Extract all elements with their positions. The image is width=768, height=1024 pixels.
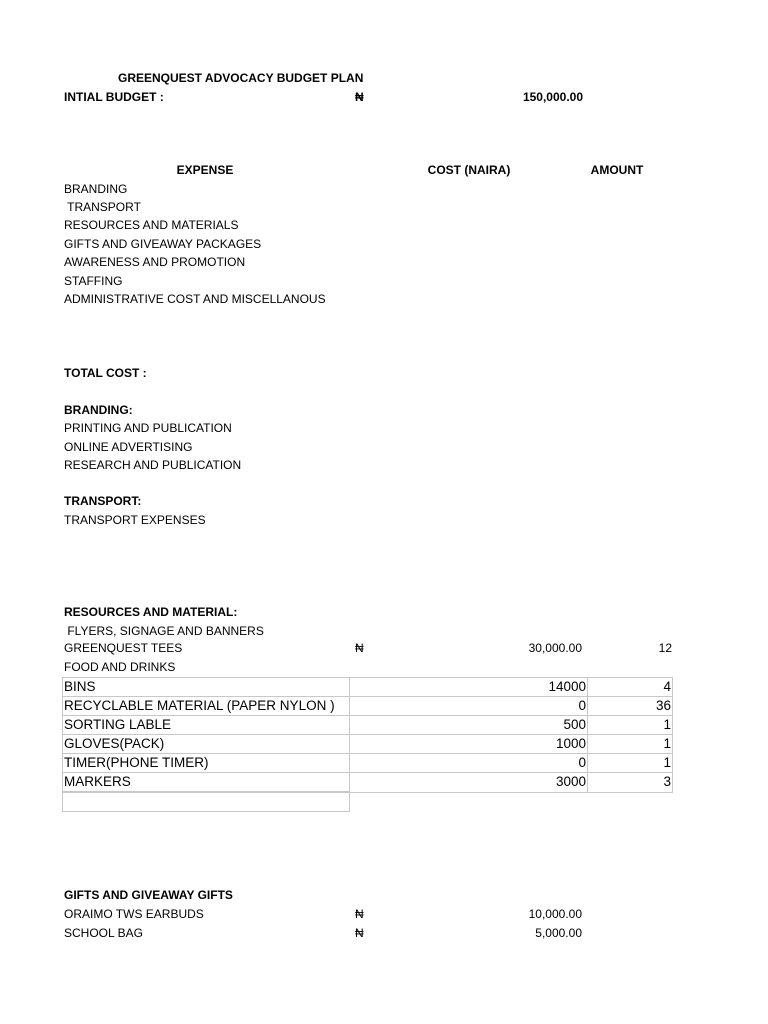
table-cell-cost[interactable]: 0 xyxy=(350,754,588,773)
transport-item: TRANSPORT EXPENSES xyxy=(64,513,206,527)
table-cell-amount[interactable]: 3 xyxy=(588,773,673,793)
initial-budget-currency: ₦ xyxy=(355,90,364,104)
branding-item: RESEARCH AND PUBLICATION xyxy=(64,458,242,472)
amount-column-header: AMOUNT xyxy=(590,163,644,177)
resources-table xyxy=(62,677,673,812)
table-cell-amount[interactable]: 36 xyxy=(588,697,673,716)
table-cell-amount[interactable]: 1 xyxy=(588,754,673,773)
table-row xyxy=(63,754,673,773)
table-cell-item[interactable]: GLOVES(PACK) xyxy=(63,735,350,754)
tees-amount: 12 xyxy=(658,641,672,655)
table-cell-amount[interactable]: 1 xyxy=(588,735,673,754)
table-cell-blank xyxy=(350,792,588,812)
tees-currency: ₦ xyxy=(355,641,364,655)
expense-item-admin: ADMINISTRATIVE COST AND MISCELLANOUS xyxy=(64,292,326,306)
table-cell-cost[interactable]: 3000 xyxy=(350,773,588,793)
gift-item-cost: 5,000.00 xyxy=(535,926,582,940)
expense-item-branding: BRANDING xyxy=(64,182,128,196)
table-cell-cost[interactable]: 500 xyxy=(350,716,588,735)
table-row xyxy=(63,697,673,716)
table-row xyxy=(63,716,673,735)
resources-heading: RESOURCES AND MATERIAL: xyxy=(64,605,238,619)
gift-item-currency: ₦ xyxy=(355,907,364,921)
table-cell-cost[interactable]: 1000 xyxy=(350,735,588,754)
resources-item-flyers: FLYERS, SIGNAGE AND BANNERS xyxy=(64,624,264,638)
table-cell-cost[interactable]: 14000 xyxy=(350,678,588,697)
table-cell-item[interactable]: RECYCLABLE MATERIAL (PAPER NYLON ) xyxy=(63,697,350,716)
table-row-empty xyxy=(63,792,673,812)
tees-cost: 30,000.00 xyxy=(528,641,582,655)
table-row xyxy=(63,773,673,793)
branding-item: PRINTING AND PUBLICATION xyxy=(64,421,232,435)
resources-item-food: FOOD AND DRINKS xyxy=(64,660,176,674)
expense-item-transport: TRANSPORT xyxy=(64,200,141,214)
gift-item-name: ORAIMO TWS EARBUDS xyxy=(64,907,204,921)
branding-item: ONLINE ADVERTISING xyxy=(64,440,193,454)
total-cost-label: TOTAL COST : xyxy=(64,366,147,380)
table-cell-item[interactable]: BINS xyxy=(63,678,350,697)
transport-heading: TRANSPORT: xyxy=(64,494,142,508)
page-title: GREENQUEST ADVOCACY BUDGET PLAN xyxy=(118,71,364,85)
table-cell-cost[interactable]: 0 xyxy=(350,697,588,716)
table-row xyxy=(63,735,673,754)
table-cell-item[interactable]: TIMER(PHONE TIMER) xyxy=(63,754,350,773)
gift-item-cost: 10,000.00 xyxy=(528,907,582,921)
gift-item-currency: ₦ xyxy=(355,926,364,940)
expense-column-header: EXPENSE xyxy=(176,163,234,177)
table-cell-blank xyxy=(588,792,673,812)
gift-item-name: SCHOOL BAG xyxy=(64,926,143,940)
table-cell-amount[interactable]: 1 xyxy=(588,716,673,735)
gifts-heading: GIFTS AND GIVEAWAY GIFTS xyxy=(64,888,233,902)
branding-heading: BRANDING: xyxy=(64,403,133,417)
table-cell-empty[interactable] xyxy=(63,792,350,812)
initial-budget-label: INTIAL BUDGET : xyxy=(64,90,164,104)
cost-column-header: COST (NAIRA) xyxy=(427,163,511,177)
table-cell-item[interactable]: SORTING LABLE xyxy=(63,716,350,735)
expense-item-staffing: STAFFING xyxy=(64,274,123,288)
initial-budget-value: 150,000.00 xyxy=(522,90,583,104)
table-row xyxy=(63,678,673,697)
table-cell-item[interactable]: MARKERS xyxy=(63,773,350,793)
resources-item-tees: GREENQUEST TEES xyxy=(64,641,183,655)
expense-item-gifts: GIFTS AND GIVEAWAY PACKAGES xyxy=(64,237,262,251)
expense-item-awareness: AWARENESS AND PROMOTION xyxy=(64,255,246,269)
expense-item-resources: RESOURCES AND MATERIALS xyxy=(64,218,239,232)
table-cell-amount[interactable]: 4 xyxy=(588,678,673,697)
